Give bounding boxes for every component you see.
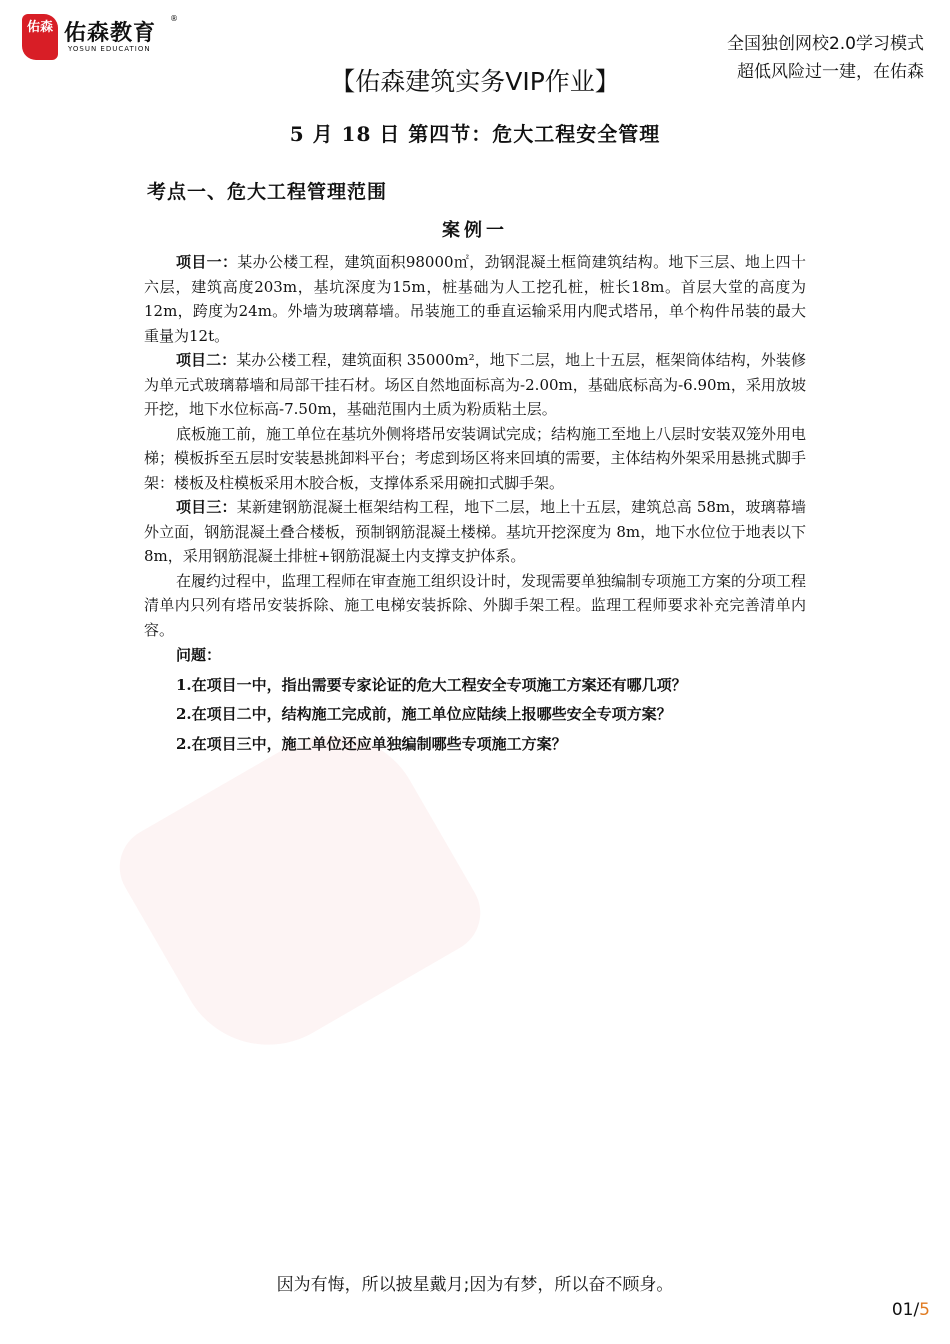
footer-motto: 因为有悔，所以披星戴月;因为有梦，所以奋不顾身。 xyxy=(276,1275,674,1295)
logo-english: YOSUN EDUCATION xyxy=(68,45,151,53)
questions-heading: 问题： xyxy=(176,646,222,664)
project-2-label: 项目二： xyxy=(176,351,237,369)
question-3: 2.在项目三中，施工单位还应单独编制哪些专项施工方案？ xyxy=(176,734,567,753)
case-title: 案例一 xyxy=(442,220,508,241)
paragraph-project-1 xyxy=(144,250,806,348)
paragraph-supervision: 在履约过程中，监理工程师在审查施工组织设计时，发现需要单独编制专项施工方案的分项工程清单内只列有塔吊安装拆除、施工电梯安装拆除、外脚手架工程。监理工程师要求补充完善清单内容。 xyxy=(144,571,807,639)
watermark-logo xyxy=(105,702,495,1077)
project-3-label: 项目三： xyxy=(176,498,237,516)
slogan-line-2: 超低风险过一建，在佑森 xyxy=(737,62,924,82)
project-1-label: 项目一： xyxy=(176,253,238,271)
registered-mark: ® xyxy=(170,14,178,23)
logo xyxy=(22,14,178,60)
paragraph-project-3 xyxy=(144,495,806,569)
page-number xyxy=(892,1300,930,1320)
project-1-text: 某办公楼工程，建筑面积98000㎡，劲钢混凝土框筒建筑结构。地下三层、地上四十六层，建筑高度203m，基坑深度为15m，桩基础为人工挖孔桩，桩长18m。首层大堂的高度为12m，跨度为24m。外墙为玻璃幕墙。吊装施工的垂直运输采用内爬式塔吊，单个构件吊装的最大重量为12t。 xyxy=(144,253,806,345)
question-2: 2.在项目二中，结构施工完成前，施工单位应陆续上报哪些安全专项方案？ xyxy=(176,705,672,723)
paragraph-project-2-construction: 底板施工前，施工单位在基坑外侧将塔吊安装调试完成；结构施工至地上八层时安装双笼外用电梯；模板拆至五层时安装悬挑卸料平台；考虑到场区将来回填的需要，主体结构外架采用悬挑式脚手架：楼板及柱模板采用木胶合板，支撑体系采用碗扣式脚手架。 xyxy=(144,424,807,492)
page-total: 5 xyxy=(919,1300,930,1320)
page-title: 【佑森建筑实务VIP作业】 xyxy=(330,67,620,96)
project-3-text: 某新建钢筋混凝土框架结构工程，地下二层，地上十五层，建筑总高 58m，玻璃幕墙外立面，钢筋混凝土叠合楼板，预制钢筋混凝土楼梯。基坑开挖深度为 8m，地下水位位于地表以下 8m，采用钢筋混凝土排桩+钢筋混凝土内支撑支护体系。 xyxy=(144,498,806,565)
question-1: 1.在项目一中，指出需要专家论证的危大工程安全专项施工方案还有哪几项？ xyxy=(176,675,687,694)
slogan-line-1: 全国独创网校2.0学习模式 xyxy=(726,34,924,54)
lesson-subtitle: 5 月 18 日 第四节：危大工程安全管理 xyxy=(289,122,661,146)
logo-seal: 佑森 xyxy=(22,14,58,60)
section-title: 考点一、危大工程管理范围 xyxy=(147,181,388,203)
project-2-text: 某办公楼工程，建筑面积 35000m²，地下二层，地上十五层，框架筒体结构，外装修为单元式玻璃幕墙和局部干挂石材。场区自然地面标高为-2.00m，基础底标高为-6.90m，采用放坡开挖，地下水位标高-7.50m，基础范围内土质为粉质粘土层。 xyxy=(144,351,806,418)
logo-name: 佑森教育 xyxy=(64,21,157,46)
paragraph-project-2 xyxy=(144,348,806,422)
case-content xyxy=(144,250,806,756)
page-current: 01/ xyxy=(891,1300,920,1320)
